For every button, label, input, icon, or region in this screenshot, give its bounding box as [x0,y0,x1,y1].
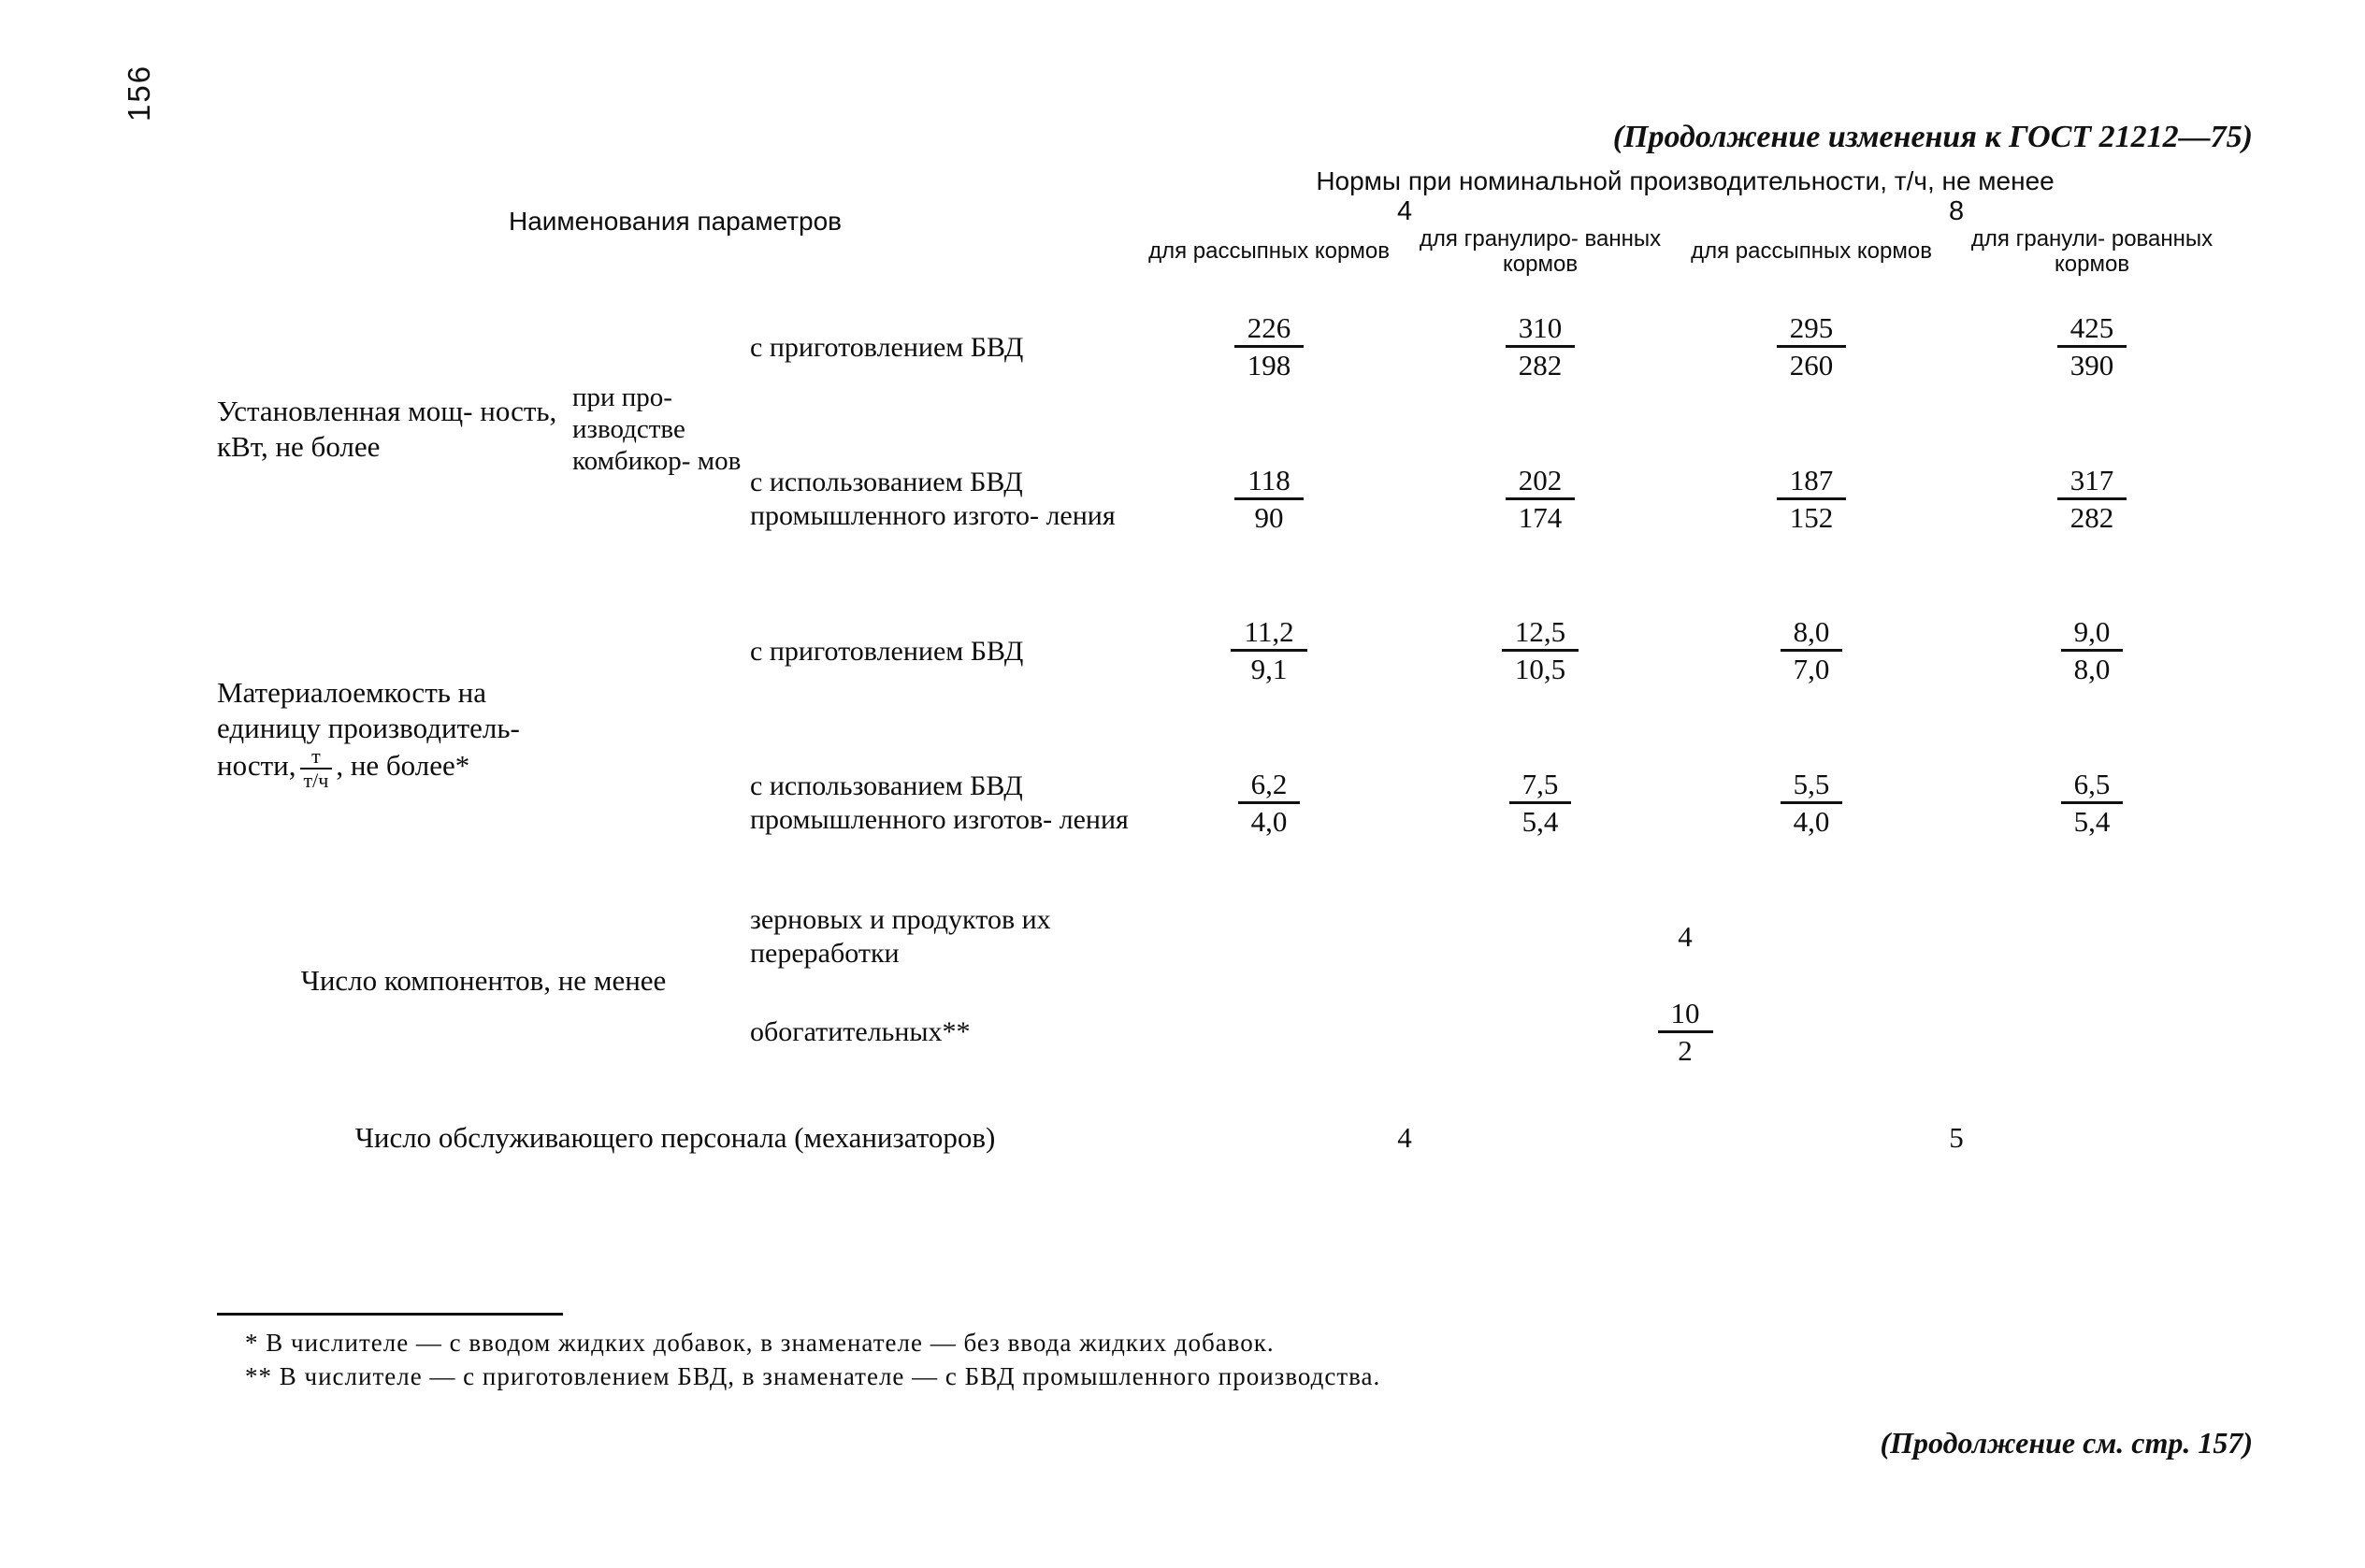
header-norms: Нормы при номинальной производительности, т/ч, не менее [1316,166,2055,195]
table-row [217,885,2237,988]
value-numerator: 310 [1506,312,1576,348]
value-numerator: 317 [2057,465,2127,500]
param-material-intensity-sub-empty [572,582,750,885]
value-staff-5: 5 [1949,1120,1964,1154]
value-numerator: 7,5 [1509,769,1572,804]
value-denominator: 7,0 [1793,653,1830,686]
value-denominator: 8,0 [2073,653,2111,686]
value-staff-4: 4 [1397,1120,1412,1154]
specification-table [217,166,2237,1199]
header-sub-granular-4: для гранулиро- ванных кормов [1419,226,1662,277]
condition-enriching: обогатительных** [750,1016,971,1048]
param-material-intensity-line3 [217,746,572,791]
value-numerator: 118 [1234,465,1303,500]
value-cell [1405,582,1676,722]
value-numerator: 11,2 [1231,616,1306,652]
table-row [217,1077,2237,1199]
value-numerator: 6,2 [1238,769,1301,804]
param-material-intensity-line3-post: , не более* [336,749,470,783]
value-denominator: 282 [2069,500,2114,534]
value-denominator: 2 [1678,1033,1693,1067]
value-cell [1676,278,1947,418]
param-material-intensity-line2: единицу производитель- [217,712,520,745]
param-material-intensity [217,582,572,885]
value-cell [1405,278,1676,418]
value-numerator: 6,5 [2061,769,2124,804]
footnote-2: ** В числителе — с приготовлением БВД, в знаменателе — с БВД промышленного производства. [245,1362,1381,1391]
value-denominator: 152 [1789,500,1834,534]
value-denominator: 5,4 [1521,804,1559,838]
unit-fraction-numerator: т [300,746,333,770]
unit-fraction [300,746,333,791]
value-denominator: 198 [1247,349,1291,382]
value-denominator: 5,4 [2073,804,2111,838]
header-sub-granular-8: для гранули- рованных кормов [1970,226,2214,277]
value-denominator: 282 [1518,349,1563,382]
value-numerator: 425 [2057,312,2127,348]
footnotes [245,1326,2022,1394]
value-numerator: 5,5 [1781,769,1843,804]
value-numerator: 226 [1234,312,1305,348]
value-cell [1947,418,2237,582]
header-capacity-8: 8 [1948,196,1965,226]
table-header-row-1 [217,166,2237,196]
condition-with-industrial-bvd: с использованием БВД промышленного изготов- ления [750,770,1129,836]
value-cell [1947,278,2237,418]
value-denominator: 174 [1518,500,1563,534]
value-cell [1676,722,1947,885]
value-denominator: 260 [1789,349,1834,382]
param-material-intensity-line1: Материалоемкость на [217,676,486,710]
value-denominator: 390 [2069,349,2114,382]
header-sub-loose-8: для рассыпных кормов [1691,238,1932,265]
header-capacity-4: 4 [1396,196,1413,226]
table-row [217,278,2237,418]
page-number: 156 [122,64,156,122]
value-numerator: 202 [1506,465,1576,500]
value-denominator: 9,1 [1250,653,1288,686]
param-material-intensity-line3-pre: ности, [217,749,296,783]
condition-with-industrial-bvd: с использованием БВД промышленного изгото- ления [750,467,1116,532]
condition-with-bvd-prep: с приготовлением БВД [750,331,1024,363]
value-numerator: 12,5 [1502,616,1579,652]
value-component-count-enriching [1133,988,2237,1077]
value-cell [1405,722,1676,885]
value-numerator: 8,0 [1781,616,1843,652]
value-numerator: 10 [1658,998,1713,1033]
value-cell [1405,418,1676,582]
param-installed-power-sub: при про- изводстве комбикор- мов [572,381,742,477]
specification-table-wrapper [217,166,2237,1199]
value-component-count-grain: 4 [1678,919,1693,953]
value-cell [1676,418,1947,582]
value-cell [1133,418,1405,582]
header-sub-loose-4: для рассыпных кормов [1148,238,1390,265]
condition-with-bvd-prep: с приготовлением БВД [750,635,1024,667]
value-cell [1947,582,2237,722]
footnote-1: * В числителе — с вводом жидких добавок, в знаменателе — без ввода жидких добавок. [245,1329,1275,1357]
condition-grain-products: зерновых и продуктов их переработки [750,903,1051,969]
param-installed-power: Установленная мощ- ность, кВт, не более [217,395,557,464]
param-staff-count: Число обслуживающего персонала (механизаторов) [354,1120,996,1154]
value-numerator: 9,0 [2061,616,2124,652]
value-numerator: 295 [1777,312,1847,348]
value-denominator: 90 [1254,500,1284,534]
footnote-divider [217,1313,563,1316]
value-denominator: 4,0 [1250,804,1288,838]
value-numerator: 187 [1777,465,1847,500]
value-cell [1676,582,1947,722]
footer-continuation-note: (Продолжение см. стр. 157) [1880,1426,2253,1460]
unit-fraction-denominator: т/ч [303,769,329,793]
value-cell [1133,582,1405,722]
header-continuation-note: (Продолжение изменения к ГОСТ 21212—75) [1612,120,2253,154]
value-denominator: 4,0 [1793,804,1830,838]
header-parameter-name: Наименования параметров [508,207,843,237]
table-row [217,582,2237,722]
value-cell [1133,722,1405,885]
value-cell [1133,278,1405,418]
param-component-count: Число компонентов, не менее [300,964,667,998]
value-denominator: 10,5 [1514,653,1566,686]
value-cell [1947,722,2237,885]
